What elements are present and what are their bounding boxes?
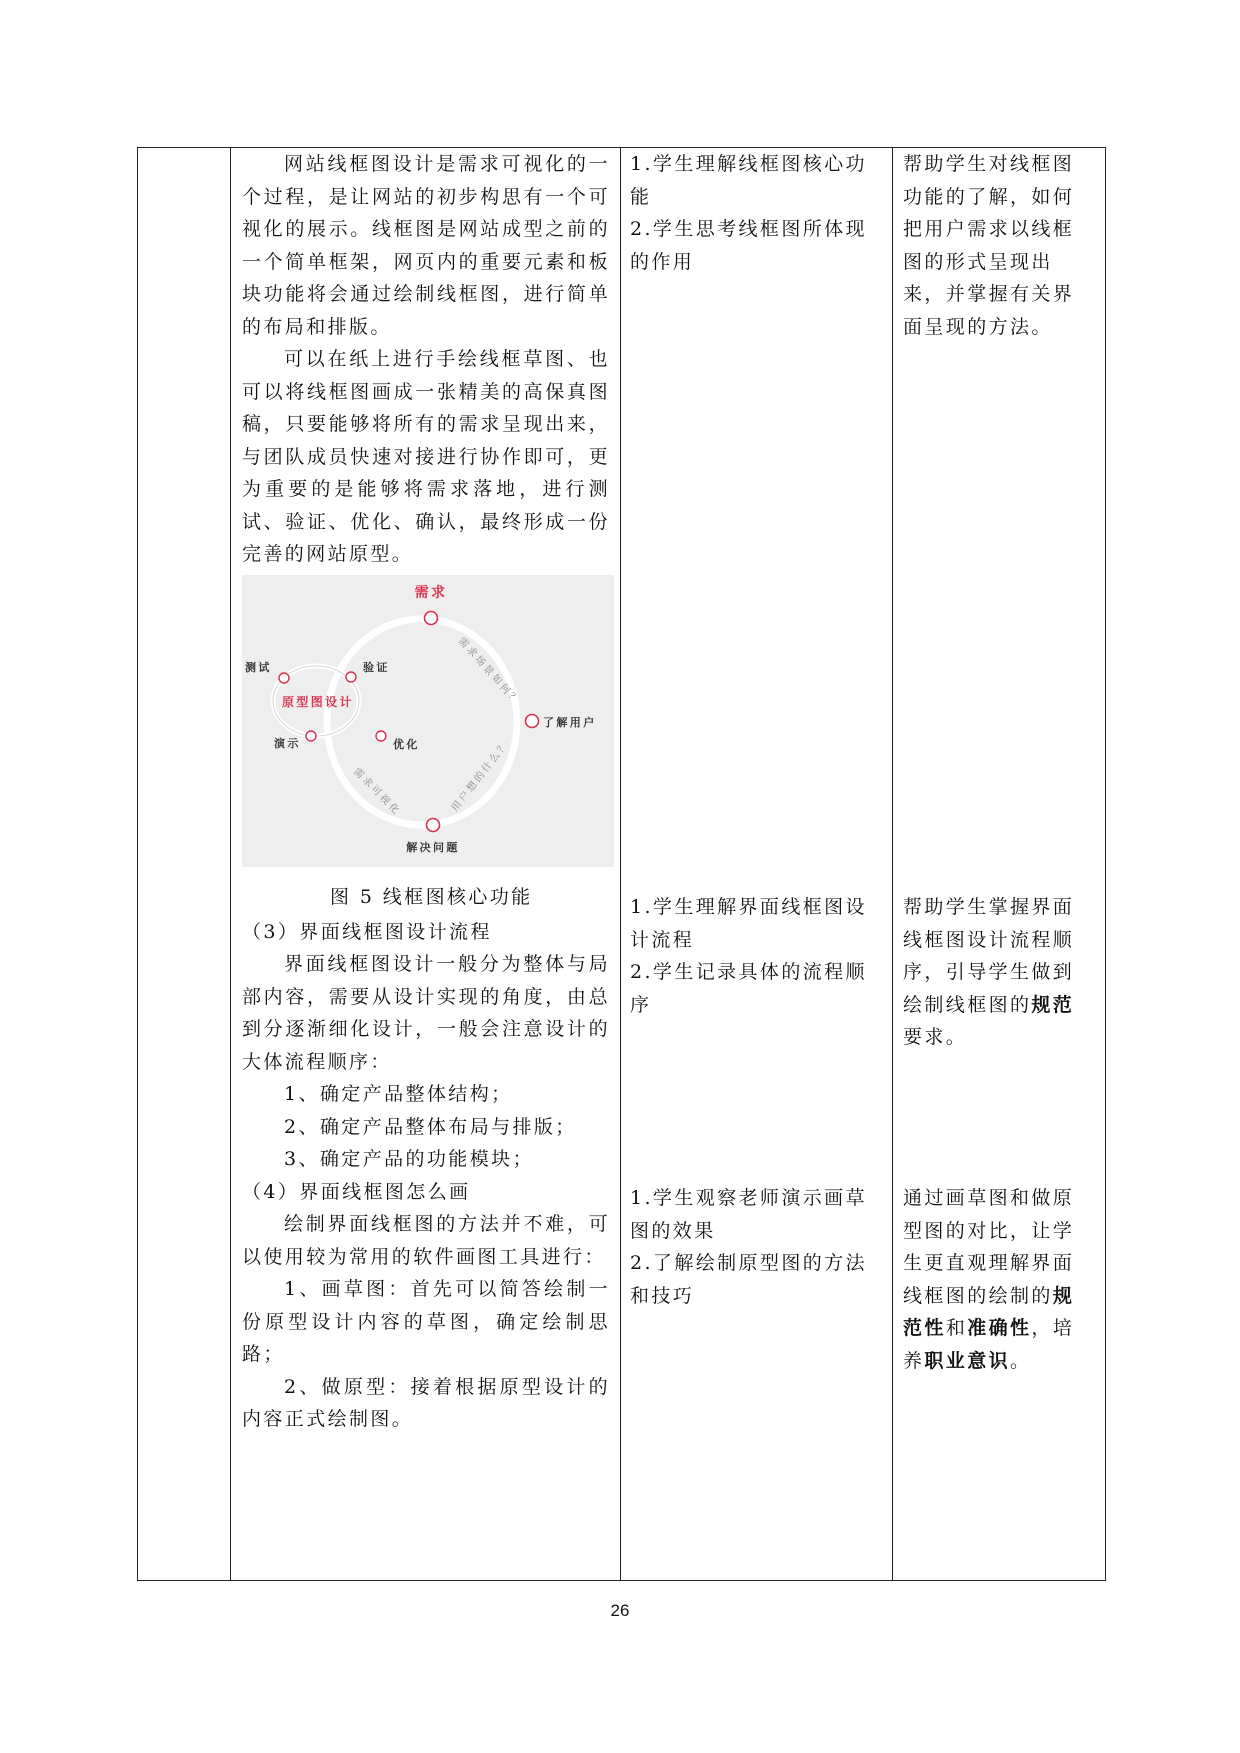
wireframe-core-function-figure [242, 575, 614, 867]
activity-item: 2.学生记录具体的流程顺序 [630, 961, 867, 1016]
design-intent-block-1 [903, 148, 1093, 343]
section-3-title: （3）界面线框图设计流程 [242, 920, 492, 943]
intro-paragraph-2: 可以在纸上进行手绘线框草图、也可以将线框图画成一张精美的高保真图稿，只要能够将所有的需求呈现出来，与团队成员快速对接进行协作即可，更为重要的是能够将需求落地，进行测试、验证、优化、确认，最终形成一份完善的网站原型。 [242, 348, 610, 565]
node-bottom [427, 818, 440, 831]
design-intent-block-2 [903, 891, 1093, 1054]
activity-item: 2.学生思考线框图所体现的作用 [630, 218, 867, 273]
column-divider-3 [892, 148, 893, 1580]
student-activity-block-2 [630, 891, 882, 1021]
section-3-paragraph: 界面线框图设计一般分为整体与局部内容，需要从设计实现的角度，由总到分逐渐细化设计，一般会注意设计的大体流程顺序： [242, 953, 610, 1073]
section-4-paragraph: 绘制界面线框图的方法并不难，可以使用较为常用的软件画图工具进行： [242, 1213, 610, 1268]
activity-item: 2.了解绘制原型图的方法和技巧 [630, 1252, 867, 1307]
node-optimize [376, 731, 386, 741]
section-3-item: 1、确定产品整体结构； [284, 1083, 513, 1105]
design-intent-text: 帮助学生掌握界面线框图设计流程顺序，引导学生做到绘制线框图的规范要求。 [903, 896, 1075, 1048]
emphasis-text: 职业意识 [924, 1349, 1011, 1372]
emphasis-text: 规范性 [903, 1284, 1075, 1339]
arc-label-bottom-right: 用户想的什么？ [449, 738, 512, 814]
section-3-item: 3、确定产品的功能模块； [284, 1148, 534, 1170]
figure-caption: 图 5 线框图核心功能 [330, 886, 533, 908]
design-intent-text: 通过画草图和做原型图的对比，让学生更直观理解界面线框图的绘制的规范性和准确性，培养职业意识。 [903, 1187, 1075, 1372]
column-divider-1 [230, 148, 231, 1580]
label-bottom: 解决问题 [406, 840, 460, 854]
label-top: 需求 [414, 584, 448, 601]
arc-label-top-right: 需求场景如何？ [455, 635, 523, 708]
activity-item: 1.学生理解线框图核心功能 [630, 153, 867, 208]
node-top [425, 611, 438, 624]
arc-label-bottom-left: 需求可视化 [350, 765, 403, 818]
section-4-item: 2、做原型：接着根据原型设计的内容正式绘制图。 [242, 1375, 610, 1430]
node-verify [346, 672, 356, 682]
student-activity-block-1 [630, 148, 882, 278]
intro-paragraph-1: 网站线框图设计是需求可视化的一个过程，是让网站的初步构思有一个可视化的展示。线框图是网站成型之前的一个简单框架，网页内的重要元素和板块功能将会通过绘制线框图，进行简单的布局和排版。 [242, 153, 610, 338]
design-intent-text: 帮助学生对线框图功能的了解，如何把用户需求以线框图的形式呈现出来，并掌握有关界面呈现的方法。 [903, 153, 1075, 338]
activity-item: 1.学生观察老师演示画草图的效果 [630, 1187, 867, 1242]
emphasis-text: 规范 [1031, 993, 1075, 1016]
node-demo [306, 731, 316, 741]
label-verify: 验证 [363, 660, 390, 674]
page-number: 26 [610, 1601, 630, 1620]
outer-loop [327, 619, 517, 825]
label-optimize: 优化 [393, 737, 420, 751]
label-test: 测试 [245, 660, 272, 674]
node-right [526, 714, 539, 727]
node-test [279, 673, 289, 683]
label-right: 了解用户 [543, 715, 597, 729]
label-center: 原型图设计 [281, 694, 355, 709]
teaching-content-cell [242, 148, 610, 1436]
section-4-title: （4）界面线框图怎么画 [242, 1180, 471, 1203]
lesson-table [137, 147, 1106, 1581]
student-activity-block-3 [630, 1182, 882, 1312]
label-demo: 演示 [274, 736, 301, 750]
activity-item: 1.学生理解界面线框图设计流程 [630, 896, 867, 951]
section-3-item: 2、确定产品整体布局与排版； [284, 1115, 577, 1138]
emphasis-text: 准确性 [967, 1317, 1032, 1339]
section-4-item: 1、画草图：首先可以简答绘制一份原型设计内容的草图，确定绘制思路； [242, 1278, 610, 1365]
column-divider-2 [620, 148, 621, 1580]
design-intent-block-3 [903, 1182, 1093, 1377]
